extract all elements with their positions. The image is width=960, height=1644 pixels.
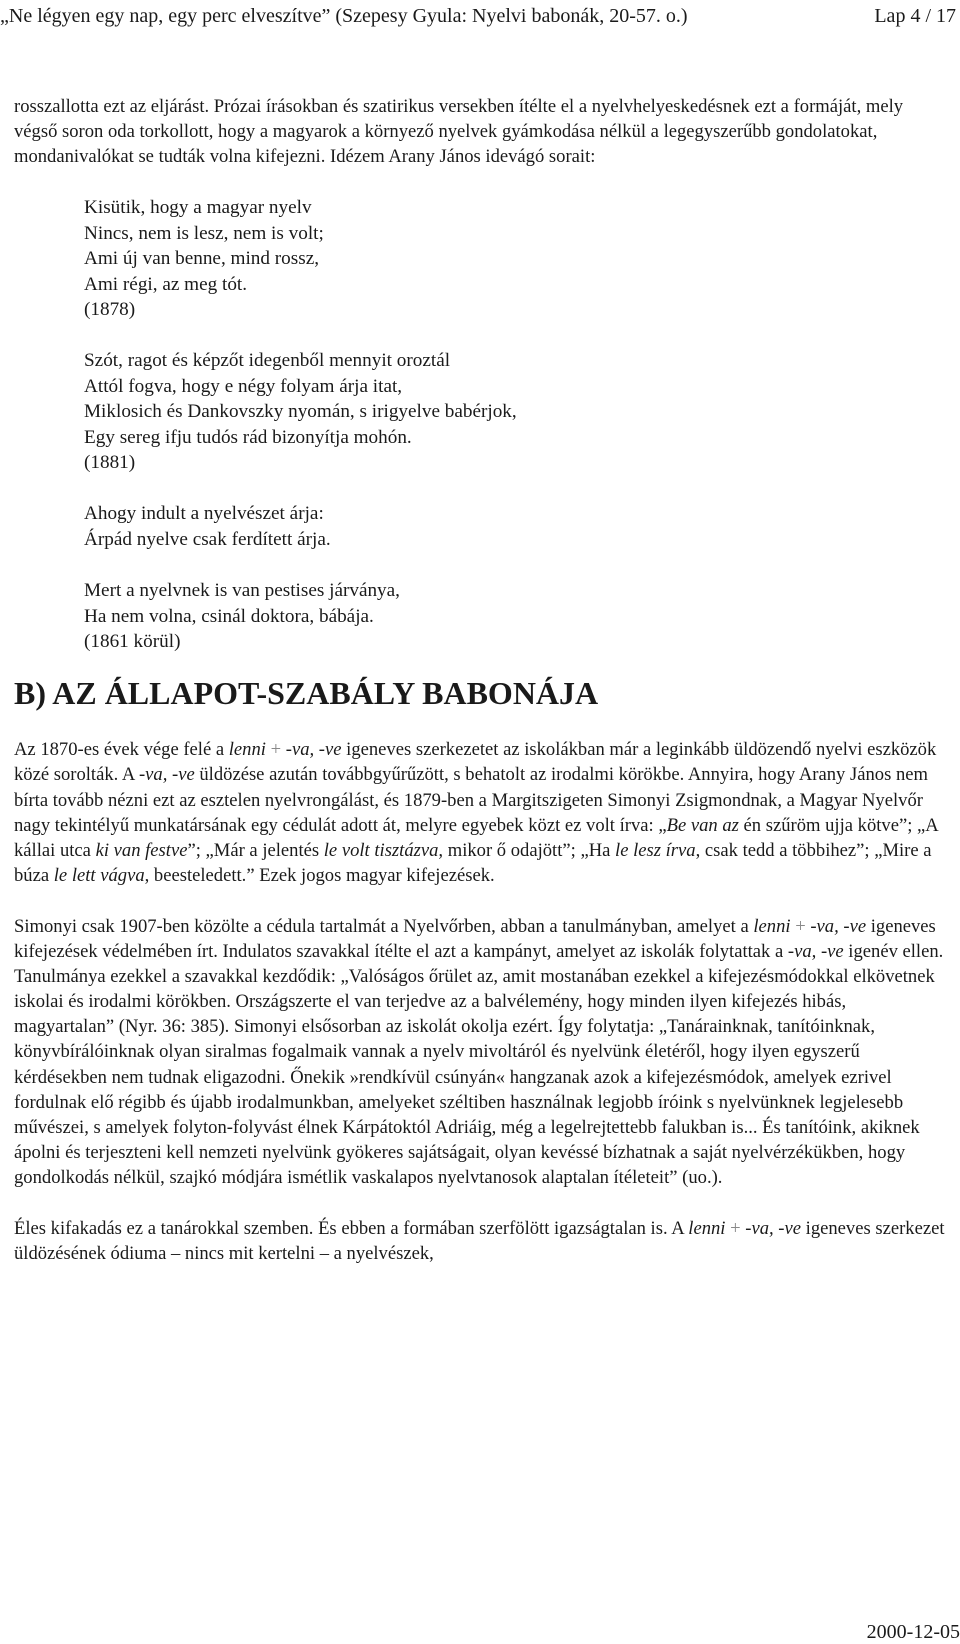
text-run: Simonyi csak 1907-ben közölte a cédula tartalmát a Nyelvőrben, abban a tanulmányban, amelyet a xyxy=(14,915,754,937)
poem-1861 xyxy=(84,578,946,654)
text-run: üldözése azután továbbgyűrűzött, s behatolt az irodalmi körökbe. Annyira, hogy Arany János nem bírta tovább nézni ezt az esztelen nyelvrongálást, és 1879-ben a Margitszigeten Simonyi Zsigmondnak, a Magyar Nyelvőr nagy tekintélyű munkatársának egy cédulát adott át, melyre egyebek közt ez volt írva: „ xyxy=(14,764,928,836)
paragraph-1 xyxy=(14,737,946,888)
poem-line: Kisütik, hogy a magyar nyelv xyxy=(84,197,312,219)
text-run: , beesteledett.” Ezek jogos magyar kifejezések. xyxy=(144,864,495,886)
poem-line: Ami új van benne, mind rossz, xyxy=(84,248,320,270)
page-number: Lap 4 / 17 xyxy=(874,5,956,27)
italic-text: -va, -ve xyxy=(745,1217,802,1239)
poem-line: Ahogy indult a nyelvészet árja: xyxy=(84,503,324,525)
section-heading: B) AZ ÁLLAPOT-SZABÁLY BABONÁJA xyxy=(14,675,599,712)
italic-text: le lett vágva xyxy=(53,864,145,886)
text-run: én szűröm ujja kötve”; „A kállai utca xyxy=(14,814,938,861)
italic-text: lenni xyxy=(753,915,791,937)
italic-text: -va, -ve xyxy=(787,941,844,963)
text-run: igeneves szerkezetet az iskolákban már a leginkább üldözendő nyelvi eszközök közé sorolták. A xyxy=(14,739,937,786)
poem-line: Árpád nyelve csak ferdített árja. xyxy=(84,528,331,550)
text-run: mikor ő odajött”; „Ha xyxy=(443,839,616,861)
poem-1881 xyxy=(84,348,946,475)
text-run: igenév ellen. Tanulmánya ezekkel a szavakkal kezdődik: „Valóságos őrület az, amit mostanában ezekkel a kifejezésmódokkal elkövetnek iskolai és irodalmi körökben. Országszerte el van terjedve az a balvélemény, hogy minden ilyen kifejezés hibás, magyartalan” (Nyr. 36: 385). Simonyi elsősorban az iskolát okolja ezért. Így folytatja: „Tanárainknak, tanítóinknak, könyvbírálóinknak olyan siralmas fogalmaik vannak a nyelv mivoltáról és nyelvünk életéről, hogy ilyen egyszerű kérdésekben nem tudnak eligazodni. Őnekik »rendkívül csúnyán« hangzanak azok a kifejezésmódok, amelyek ezrivel fordulnak elő régibb és újabb irodalmunkban, amelyeket széltiben használnak legjobb íróink s nyelvünknek legjelesebb művészei, s amelyek folyton-folyvást élnek Kárpátoktól Adriáig, még a legelrejtettebb falukban is... És tanítóink, akiknek ápolni és terjeszteni kell nemzeti nyelvünk gyökeres sajátságait, olyan kevéssé bízhatnak a saját nyelvérzékükben, hogy gondolkodás nélkül, szajkó módjára ismétlik vaskalapos nyelvtanosok alaptalan ítéleteit” (uo.). xyxy=(14,941,944,1188)
poem-year: (1881) xyxy=(84,451,136,473)
poem-line: Miklosich és Dankovszky nyomán, s irigyelve babérjok, xyxy=(84,401,517,423)
text-run: igeneves szerkezet üldözésének ódiuma – nincs mit kertelni – a nyelvészek, xyxy=(14,1217,945,1265)
poem-line: Egy sereg ifju tudós rád bizonyítja mohón. xyxy=(84,426,412,448)
paragraph-2 xyxy=(14,914,946,1190)
italic-text: lenni xyxy=(228,739,266,761)
italic-text: -va, -ve xyxy=(810,915,867,937)
poem-line: Ha nem volna, csinál doktora, bábája. xyxy=(84,605,374,627)
document-title: „Ne légyen egy nap, egy perc elveszítve” (Szepesy Gyula: Nyelvi babonák, 20-57. o.) xyxy=(0,5,688,27)
text-run: Éles kifakadás ez a tanárokkal szemben. És ebben a formában szerfölött igazságtalan is. A xyxy=(14,1217,689,1239)
italic-text: le lesz írva xyxy=(615,839,696,861)
poem-year: (1861 körül) xyxy=(84,630,181,652)
italic-text: ki van festve xyxy=(95,839,188,861)
poem-arja xyxy=(84,501,946,552)
footer-date: 2000-12-05 xyxy=(866,1621,960,1643)
poem-line: Mert a nyelvnek is van pestises járványa, xyxy=(84,580,400,602)
paragraph-3 xyxy=(14,1216,946,1266)
italic-text: lenni xyxy=(688,1217,726,1239)
plus-sign: + xyxy=(725,1217,746,1239)
italic-text: Be van az xyxy=(666,814,739,836)
plus-sign: + xyxy=(265,739,286,761)
italic-text: le volt tisztázva, xyxy=(323,839,444,861)
text-run: Az 1870-es évek vége felé a xyxy=(14,739,229,761)
poem-line: Ami régi, az meg tót. xyxy=(84,273,248,295)
poem-year: (1878) xyxy=(84,298,136,320)
text-run: igeneves kifejezések védelmében írt. Indulatos szavakkal ítélte el azt a kampányt, amelyet az iskolák folytattak a xyxy=(14,915,936,963)
poem-line: Nincs, nem is lesz, nem is volt; xyxy=(84,222,324,244)
document-body xyxy=(14,94,946,1266)
intro-paragraph: rosszallotta ezt az eljárást. Prózai írásokban és szatirikus versekben ítélte el a nyelvhelyeskedésnek ezt a formáját, mely végső soron oda torkollott, hogy a magyarok a környező nyelvek gyámkodása nélkül a legegyszerűbb gondolatokat, mondanivalókat se tudták volna kifejezni. Idézem Arany János idevágó sorait: xyxy=(14,96,904,168)
plus-sign: + xyxy=(790,915,811,937)
text-run: , csak tedd a többihez”; „Mire a búza xyxy=(14,839,932,886)
italic-text: -va, -ve xyxy=(138,764,195,786)
poem-line: Attól fogva, hogy e négy folyam árja itat, xyxy=(84,375,403,397)
poem-1878 xyxy=(84,195,946,322)
italic-text: -va, -ve xyxy=(285,739,342,761)
poem-line: Szót, ragot és képzőt idegenből mennyit oroztál xyxy=(84,350,451,372)
page-header xyxy=(0,2,956,30)
text-run: ”; „Már a jelentés xyxy=(187,839,324,861)
